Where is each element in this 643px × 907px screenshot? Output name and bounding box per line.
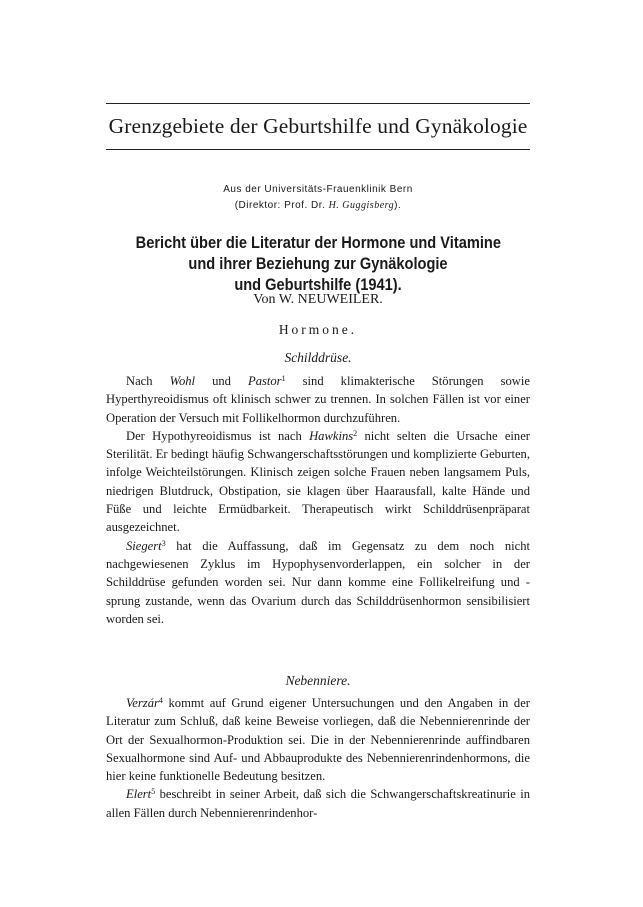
section-heading: Hormone. [278, 322, 358, 337]
director-prefix: (Direktor: Prof. Dr. [234, 200, 329, 211]
p5-footnote-ref: 5 [151, 787, 156, 797]
p1-text: sind klimakterische Störungen sowie Hyperthyreoidismus oft klinisch schwer zu trennen. In solchen Fällen ist vor einer Operation der Versuch mit Follikelhormon durchzuführen. [106, 374, 530, 425]
p5-text: beschreibt in seiner Arbeit, daß sich die Schwangerschaftskreatinurie in allen Fällen durch Nebennierenrindenhor- [106, 787, 530, 820]
author-line: Von W. NEUWEILER. [253, 292, 383, 307]
p1-pre: Nach [126, 374, 170, 388]
p2-pre: Der Hypothyreoidismus ist nach [126, 428, 310, 443]
p1-mid: und [195, 374, 248, 388]
paragraph-1 [106, 372, 530, 427]
p5-author: Elert [126, 787, 152, 802]
p2-footnote-ref: 2 [353, 428, 358, 438]
director-name: H. Guggisberg [328, 200, 395, 211]
p2-author: Hawkins [309, 428, 354, 443]
article-title-line-1: Bericht über die Literatur der Hormone und Vitamine [135, 233, 501, 252]
paragraph-3 [106, 537, 530, 628]
article-title-line-2: und ihrer Beziehung zur Gynäkologie [188, 254, 448, 273]
p1-author-2: Pastor [248, 374, 282, 388]
director-line [106, 200, 530, 211]
body-block-2 [106, 694, 530, 822]
paragraph-5 [106, 785, 530, 822]
article-title-line-3: und Geburtshilfe (1941). [234, 275, 402, 294]
p4-author: Verzár [126, 696, 159, 710]
institution-line: Aus der Universitäts-Frauenklinik Bern [223, 184, 413, 195]
p2-text: nicht selten die Ursache einer Sterilität. Er bedingt häufig Schwangerschaftsstörungen und komplizierte Geburten, infolge Weichteilstörungen. Klinisch zeigen solche Frauen neben langsamem Puls, niedrigen Blutdruck, Obstipation, sie klagen über Haarausfall, kalte Hände und Füße und leichte Ermüdbarkeit. Therapeutisch wirkt Schilddrüsenpräparat ausgezeichnet. [106, 428, 530, 535]
paragraph-4 [106, 694, 530, 785]
director-suffix: ). [394, 200, 402, 211]
p4-footnote-ref: 4 [158, 696, 163, 705]
p3-author: Siegert [126, 538, 162, 553]
subsection-heading-nebenniere: Nebenniere. [285, 673, 351, 688]
body-block-1 [106, 372, 530, 628]
paragraph-2 [106, 427, 530, 537]
journal-title: Grenzgebiete der Geburtshilfe und Gynäkologie [108, 114, 528, 138]
bottom-rule [106, 149, 530, 150]
p3-text: hat die Auffassung, daß im Gegensatz zu dem noch nicht nachgewiesenen Zyklus im Hypophysenvorderlappen, ein solcher in der Schilddrüse gefunden worden sei. Nur dann komme eine Follikelreifung und -sprung zustande, wenn das Ovarium durch das Schilddrüsenhormon sensibilisiert worden sei. [106, 538, 530, 626]
p4-text: kommt auf Grund eigener Untersuchungen und den Angaben in der Literatur zum Schluß, daß keine Beweise vorliegen, daß die Nebennierenrinde der Ort der Sexualhormon-Produktion sei. Die in der Nebennierenrinde auffindbaren Sexualhormone sind Auf- und Abbauprodukte des Nebennierenrindenhormons, die hier keine funktionelle Bedeutung besitzen. [106, 696, 530, 784]
p3-footnote-ref: 3 [161, 538, 166, 548]
p1-author-1: Wohl [169, 374, 196, 388]
top-rule [106, 103, 530, 104]
subsection-heading-schilddruese: Schilddrüse. [284, 350, 352, 365]
p1-footnote-ref: 1 [281, 374, 286, 383]
